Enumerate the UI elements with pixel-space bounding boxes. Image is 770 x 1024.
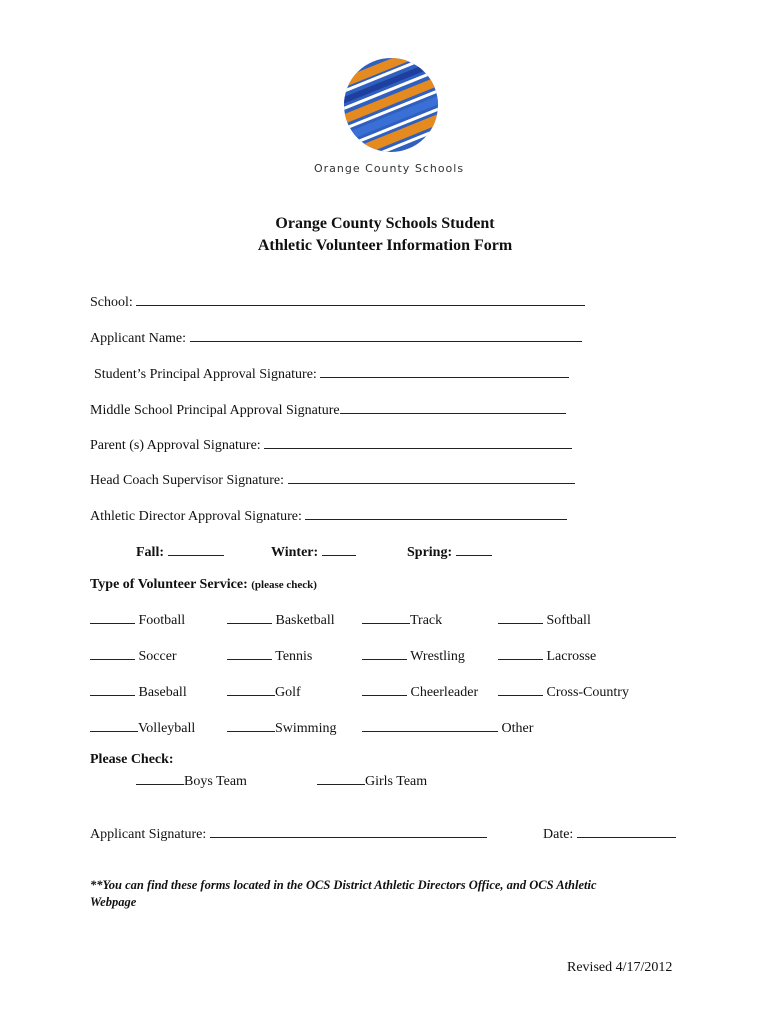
track-label: Track [410,613,443,628]
basketball-line[interactable] [227,609,272,624]
tennis-line[interactable] [227,645,272,660]
volleyball-label: Volleyball [138,721,196,736]
service-option-baseball[interactable] [90,681,187,701]
baseball-line[interactable] [90,681,135,696]
girls-team-label: Girls Team [365,774,428,789]
revised-date: Revised 4/17/2012 [567,960,673,975]
date-field[interactable] [543,823,676,843]
fall-label: Fall: [136,545,164,560]
date-label: Date: [543,827,574,842]
season-fall[interactable] [136,541,224,561]
service-option-basketball[interactable] [227,609,335,629]
girls-team-option[interactable] [317,770,427,790]
service-option-swimming[interactable] [227,717,336,737]
service-option-track[interactable] [362,609,442,629]
baseball-label: Baseball [138,685,187,700]
season-spring[interactable] [407,541,492,561]
other-label: Other [501,721,534,736]
logo-globe-icon [342,56,440,154]
school-field[interactable] [90,291,585,311]
service-heading [90,577,317,593]
service-option-wrestling[interactable] [362,645,465,665]
wrestling-label: Wrestling [410,649,465,664]
logo-text: Orange County Schools [314,162,465,175]
form-title-line1: Orange County Schools Student [275,215,495,232]
athletic-director-label: Athletic Director Approval Signature: [90,509,302,524]
school-label: School: [90,295,133,310]
applicant-name-field[interactable] [90,327,582,347]
winter-label: Winter: [271,545,319,560]
please-check-heading: Please Check: [90,752,174,767]
soccer-line[interactable] [90,645,135,660]
applicant-signature-label: Applicant Signature: [90,827,207,842]
service-option-softball[interactable] [498,609,591,629]
tennis-label: Tennis [275,649,313,664]
athletic-director-line[interactable] [305,505,567,520]
boys-team-option[interactable] [136,770,247,790]
lacrosse-line[interactable] [498,645,543,660]
middle-principal-field[interactable] [90,399,566,419]
football-label: Football [138,613,186,628]
student-principal-field[interactable] [94,363,569,383]
applicant-name-line[interactable] [190,327,582,342]
school-logo [342,56,440,154]
wrestling-line[interactable] [362,645,407,660]
form-title-line2: Athletic Volunteer Information Form [257,237,513,254]
footer-note-line1: **You can find these forms located in the OCS District Athletic Directors Office, and OCS Athletic [90,878,597,892]
middle-principal-label: Middle School Principal Approval Signature [90,403,340,418]
basketball-label: Basketball [275,613,335,628]
parent-label: Parent (s) Approval Signature: [90,438,261,453]
softball-label: Softball [546,613,591,628]
spring-line[interactable] [456,541,492,556]
date-line[interactable] [577,823,676,838]
lacrosse-label: Lacrosse [546,649,597,664]
parent-line[interactable] [264,434,572,449]
parent-field[interactable] [90,434,572,454]
service-option-cross-country[interactable] [498,681,629,701]
school-line[interactable] [136,291,585,306]
student-principal-line[interactable] [320,363,569,378]
applicant-signature-field[interactable] [90,823,487,843]
head-coach-label: Head Coach Supervisor Signature: [90,473,285,488]
cross-country-label: Cross-Country [546,685,629,700]
cross-country-line[interactable] [498,681,543,696]
service-option-cheerleader[interactable] [362,681,478,701]
cheerleader-label: Cheerleader [410,685,479,700]
service-option-other[interactable] [362,717,533,737]
service-option-volleyball[interactable] [90,717,195,737]
golf-line[interactable] [227,681,275,696]
head-coach-line[interactable] [288,469,575,484]
head-coach-field[interactable] [90,469,575,489]
applicant-name-label: Applicant Name: [90,331,187,346]
middle-principal-line[interactable] [340,399,566,414]
service-option-tennis[interactable] [227,645,312,665]
winter-line[interactable] [322,541,356,556]
football-line[interactable] [90,609,135,624]
swimming-line[interactable] [227,717,275,732]
spring-label: Spring: [407,545,453,560]
softball-line[interactable] [498,609,543,624]
service-option-football[interactable] [90,609,185,629]
service-heading-label: Type of Volunteer Service: [90,577,248,592]
volleyball-line[interactable] [90,717,138,732]
swimming-label: Swimming [275,721,337,736]
applicant-signature-line[interactable] [210,823,487,838]
service-option-soccer[interactable] [90,645,177,665]
boys-team-label: Boys Team [184,774,247,789]
service-option-golf[interactable] [227,681,301,701]
athletic-director-field[interactable] [90,505,567,525]
footer-note-line2: Webpage [90,895,137,909]
track-line[interactable] [362,609,410,624]
soccer-label: Soccer [138,649,177,664]
cheerleader-line[interactable] [362,681,407,696]
fall-line[interactable] [168,541,224,556]
service-option-lacrosse[interactable] [498,645,596,665]
boys-team-line[interactable] [136,770,184,785]
girls-team-line[interactable] [317,770,365,785]
student-principal-label: Student’s Principal Approval Signature: [94,367,317,382]
service-note: (please check) [251,579,317,591]
other-line[interactable] [362,717,498,732]
season-winter[interactable] [271,541,356,561]
golf-label: Golf [275,685,301,700]
